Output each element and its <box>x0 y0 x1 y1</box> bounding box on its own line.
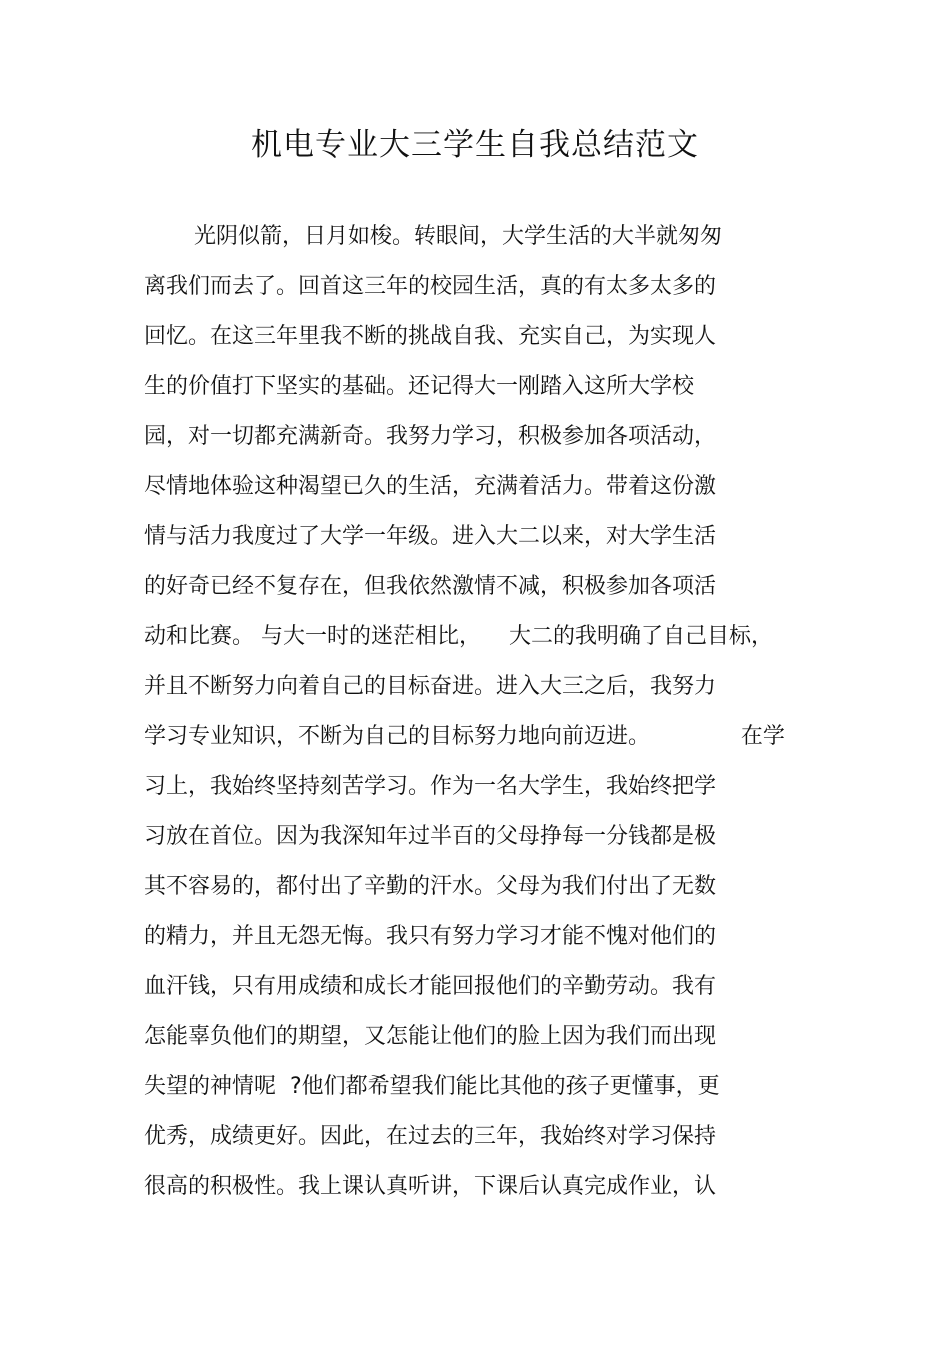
paragraph-line: 学习专业知识，不断为自己的目标努力地向前迈进。 在学 <box>144 724 785 749</box>
paragraph-line: 生的价值打下坚实的基础。还记得大一刚踏入这所大学校 <box>144 374 695 399</box>
paragraph-line: 失望的神情呢 ?他们都希望我们能比其他的孩子更懂事，更 <box>144 1074 720 1099</box>
paragraph-line: 怎能辜负他们的期望，又怎能让他们的脸上因为我们而出现 <box>144 1024 717 1049</box>
paragraph-line: 并且不断努力向着自己的目标奋进。进入大三之后，我努力 <box>144 674 717 699</box>
paragraph-line: 很高的积极性。我上课认真听讲，下课后认真完成作业，认 <box>144 1174 717 1199</box>
paragraph-line: 血汗钱，只有用成绩和成长才能回报他们的辛勤劳动。我有 <box>144 974 717 999</box>
document-title: 机电专业大三学生自我总结范文 <box>251 127 699 163</box>
paragraph-line: 动和比赛。 与大一时的迷茫相比， 大二的我明确了自己目标， <box>144 624 773 649</box>
paragraph-line: 的精力，并且无怨无悔。我只有努力学习才能不愧对他们的 <box>144 924 717 949</box>
paragraph-line: 习放在首位。因为我深知年过半百的父母挣每一分钱都是极 <box>144 824 717 849</box>
paragraph-line: 习上，我始终坚持刻苦学习。作为一名大学生，我始终把学 <box>144 774 717 799</box>
paragraph-line: 的好奇已经不复存在，但我依然激情不减，积极参加各项活 <box>144 574 717 599</box>
paragraph-line: 优秀，成绩更好。因此，在过去的三年，我始终对学习保持 <box>144 1124 717 1149</box>
paragraph-line: 离我们而去了。回首这三年的校园生活，真的有太多太多的 <box>144 274 717 299</box>
paragraph-line: 回忆。在这三年里我不断的挑战自我、充实自己，为实现人 <box>144 324 717 349</box>
paragraph-line: 其不容易的，都付出了辛勤的汗水。父母为我们付出了无数 <box>144 874 717 899</box>
paragraph-line: 尽情地体验这种渴望已久的生活，充满着活力。带着这份激 <box>144 474 717 499</box>
paragraph-line: 光阴似箭，日月如梭。转眼间，大学生活的大半就匆匆 <box>194 224 723 249</box>
paragraph-line: 情与活力我度过了大学一年级。进入大二以来，对大学生活 <box>144 524 717 549</box>
paragraph-line: 园，对一切都充满新奇。我努力学习，积极参加各项活动， <box>144 424 717 449</box>
